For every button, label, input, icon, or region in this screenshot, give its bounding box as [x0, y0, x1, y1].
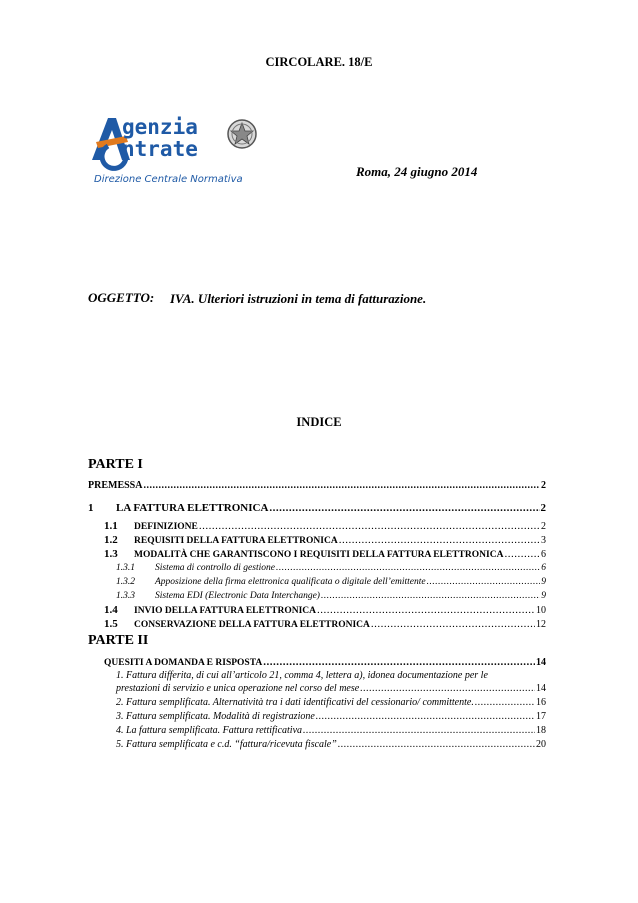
- toc-entry-q2[interactable]: [116, 697, 546, 708]
- toc-entry-page: 10: [536, 605, 546, 616]
- agency-logo: [86, 112, 266, 190]
- toc-entry-1-3[interactable]: [104, 548, 546, 560]
- logo-word-entrate: ntrate: [122, 137, 198, 161]
- toc-entry-1-4[interactable]: [104, 604, 546, 616]
- toc-entry-1-3-1[interactable]: [116, 563, 546, 573]
- toc-entry-text: 4. La fattura semplificata. Fattura rettificativa: [116, 725, 303, 736]
- toc-entry-page: 6: [541, 549, 546, 560]
- toc-entry-page: 16: [536, 697, 546, 708]
- toc-entry-1-3-2[interactable]: [116, 577, 546, 587]
- logo-subtitle: Direzione Centrale Normativa: [94, 174, 243, 185]
- toc-entry-page: 12: [536, 619, 546, 630]
- toc-entry-1-3-3[interactable]: [116, 591, 546, 601]
- toc-entry-1-5[interactable]: [104, 618, 546, 630]
- toc-entry-number: 1.1: [104, 520, 118, 532]
- subject-label: OGGETTO:: [88, 290, 155, 305]
- toc-entry-premessa[interactable]: [88, 480, 546, 491]
- toc-entry-page: 9: [541, 591, 546, 601]
- logo-word-agenzia: genzia: [122, 115, 198, 139]
- toc-entry-page: 14: [536, 657, 546, 668]
- toc-entry-q3[interactable]: [116, 711, 546, 722]
- toc-entry-text: Sistema EDI (Electronic Data Interchange): [155, 591, 320, 601]
- toc-entry-quesiti[interactable]: [104, 656, 546, 668]
- toc-entry-text: Apposizione della firma elettronica qualificata o digitale dell’emittente: [155, 577, 426, 587]
- toc-entry-page: 2: [541, 480, 546, 491]
- toc-entry-page: 9: [541, 577, 546, 587]
- toc-entry-1[interactable]: [88, 502, 546, 514]
- toc-entry-text: PREMESSA: [88, 480, 143, 491]
- toc-entry-page: 2: [541, 521, 546, 532]
- toc-entry-1-1[interactable]: [104, 520, 546, 532]
- toc-entry-number: 1.3.2: [116, 577, 135, 587]
- toc-entry-number: 1.3.3: [116, 591, 135, 601]
- toc-entry-text: 5. Fattura semplificata e c.d. “fattura/ricevuta fiscale”: [116, 739, 337, 750]
- toc-entry-page: 17: [536, 711, 546, 722]
- toc-entry-text: QUESITI A DOMANDA E RISPOSTA: [104, 658, 263, 668]
- toc-entry-1-2[interactable]: [104, 534, 546, 546]
- toc-entry-page: 6: [541, 563, 546, 573]
- toc-entry-text: 2. Fattura semplificata. Alternatività tra i dati identificativi del cessionario/ committente.: [116, 697, 474, 708]
- subject-text: IVA. Ulteriori istruzioni in tema di fatturazione.: [170, 291, 427, 306]
- part-1-title: PARTE I: [88, 457, 143, 472]
- toc-entry-page: 2: [540, 502, 546, 514]
- toc-entry-text: LA FATTURA ELETTRONICA: [116, 502, 269, 514]
- toc-entry-number: 1.3: [104, 548, 118, 560]
- toc-entry-text: 3. Fattura semplificata. Modalità di registrazione: [116, 711, 315, 722]
- toc-entry-q1-line1: 1. Fattura differita, di cui all’articolo 21, comma 4, lettera a), idonea documentazione per le: [116, 670, 488, 681]
- toc-entry-text: DEFINIZIONE: [134, 522, 198, 532]
- part-2-title: PARTE II: [88, 633, 149, 648]
- toc-entry-number: 1.5: [104, 618, 118, 630]
- toc-entry-page: 14: [536, 683, 546, 694]
- document-date: Roma, 24 giugno 2014: [356, 164, 478, 179]
- toc-entry-q4[interactable]: [116, 725, 546, 736]
- toc-entry-page: 20: [536, 739, 546, 750]
- toc-entry-text: MODALITÀ CHE GARANTISCONO I REQUISITI DELLA FATTURA ELETTRONICA: [134, 550, 504, 560]
- toc-entry-text: REQUISITI DELLA FATTURA ELETTRONICA: [134, 536, 338, 546]
- index-title: INDICE: [296, 415, 342, 429]
- toc-entry-q1[interactable]: [116, 683, 546, 694]
- toc-entry-number: 1: [88, 502, 94, 514]
- toc-entry-number: 1.4: [104, 604, 118, 616]
- circular-number: CIRCOLARE. 18/E: [265, 55, 373, 69]
- toc-entry-number: 1.2: [104, 534, 118, 546]
- toc-entry-page: 18: [536, 725, 546, 736]
- toc-entry-text: CONSERVAZIONE DELLA FATTURA ELETTRONICA: [134, 620, 370, 630]
- toc-entry-q5[interactable]: [116, 739, 546, 750]
- toc-entry-text: Sistema di controllo di gestione: [155, 563, 275, 573]
- toc-entry-text: INVIO DELLA FATTURA ELETTRONICA: [134, 606, 317, 616]
- toc-entry-page: 3: [541, 535, 546, 546]
- toc-entry-number: 1.3.1: [116, 563, 135, 573]
- toc-entry-text: prestazioni di servizio e unica operazione nel corso del mese: [116, 683, 360, 694]
